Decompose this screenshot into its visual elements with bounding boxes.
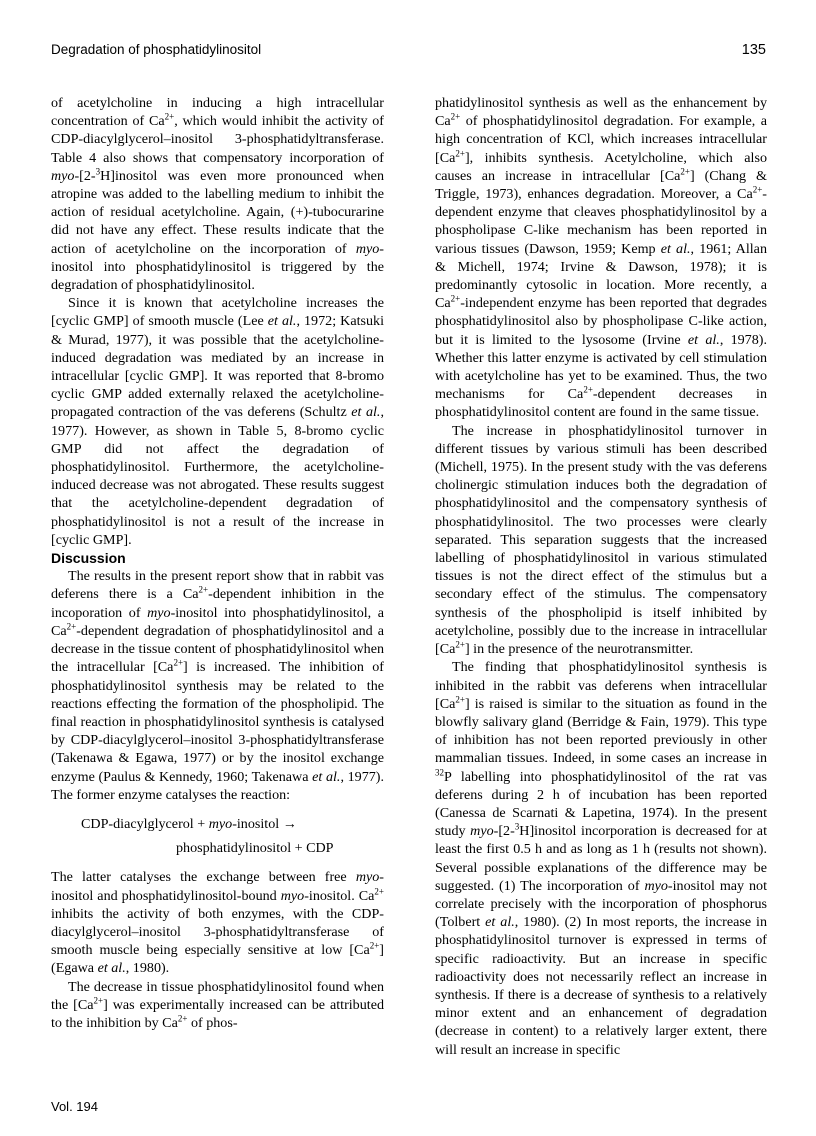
volume-footer: Vol. 194 bbox=[51, 1099, 98, 1114]
reaction-equation bbox=[51, 815, 384, 857]
paragraph: Since it is known that acetylcholine increases the [cyclic GMP] of smooth muscle (Lee et al., 1972; Katsuki & Murad, 1977), it was possible that the acetylcholine-induced degradation was mediated by an increase in intracellular [cyclic GMP]. It was reported that 8-bromo cyclic GMP added externally relaxed the acetylcholine-propagated contraction of the vas deferens (Schultz et al., 1977). However, as shown in Table 5, 8-bromo cyclic GMP did not affect the degradation of phosphatidylinositol. Furthermore, the acetylcholine-induced decrease was not abrogated. These results suggest that the acetylcholine-dependent degradation of phosphatidylinositol is not a result of the increase in [cyclic GMP]. bbox=[51, 295, 384, 548]
section-heading: Discussion bbox=[51, 550, 126, 567]
equation-line: phosphatidylinositol + CDP bbox=[176, 840, 334, 857]
page-header bbox=[51, 42, 766, 66]
running-head: Degradation of phosphatidylinositol bbox=[51, 42, 262, 57]
paragraph: of acetylcholine in inducing a high intracellular concentration of $Ca^{2+}$, which would inhibit the activity of CDP-diacylglycerol–inositol 3-phosphatidyltransferase. Table 4 also shows that compensatory incorporation of myo-[2-$^3$H]inositol was even more pronounced when atropine was added to the labelling medium to inhibit the action of residual acetylcholine. Again, (+)-tubocurarine did not have any effect. These results indicate that the action of acetylcholine on the incorporation of myo-inositol into phosphatidylinositol is triggered by the degradation of phosphatidylinositol. bbox=[51, 95, 385, 294]
paragraph: The finding that phosphatidylinositol synthesis is inhibited in the rabbit vas deferens when intracellular $[Ca^{2+}]$ is raised is similar to the situation as found in the blowfly salivary gland (Berridge & Fain, 1979). This type of inhibition has not been reported previously in other mammalian tissues. Indeed, in some cases an increase in $^{32}$P labelling into phosphatidylinositol of the rat vas deferens during 2 h of incubation has been reported (Canessa de Scarnati & Lapetina, 1974). In the present study myo-[2-$^3$H]inositol incorporation is decreased for at least the first 0.5 h and as long as 1 h (results not shown). Several possible explanations of the difference may be suggested. (1) The incorporation of myo-inositol may not correlate precisely with the incorporation of phosphorus (Tolbert et al., 1980). (2) In most reports, the increase in phosphatidylinositol turnover is expressed in terms of specific radioactivity. But an increase in specific radioactivity does not necessarily reflect an increase in synthesis. If there is a decrease of synthesis to a relatively minor extent and an enhancement of degradation (decrease in content) to a relatively larger extent, there will result an increase in specific bbox=[435, 659, 768, 1058]
page-number: 135 bbox=[741, 42, 766, 58]
paragraph: phatidylinositol synthesis as well as the enhancement by $Ca^{2+}$ of phosphatidylinositol degradation. For example, a high concentration of KCl, which increases intracellular $[Ca^{2+}]$, inhibits synthesis. Acetylcholine, which also causes an increase in intracellular $[Ca^{2+}]$ (Chang & Triggle, 1973), enhances degradation. Moreover, a $Ca^{2+}$-dependent enzyme that cleaves phosphatidylinositol by a phospholipase C-like mechanism has been reported in various tissues (Dawson, 1959; Kemp et al., 1961; Allan & Michell, 1974; Irvine & Dawson, 1978); it is predominantly cytosolic in location. More recently, a $Ca^{2+}$-independent enzyme has been reported that degrades phosphatidylinositol also by phospholipase C-like action, but it is limited to the lysosome (Irvine et al., 1978). Whether this latter enzyme is activated by cell stimulation with acetylcholine has yet to be examined. Thus, the two mechanisms for $Ca^{2+}$-dependent decreases in phosphatidylinositol content are found in the same tissue. bbox=[435, 95, 767, 421]
paragraph: The latter catalyses the exchange between free myo-inositol and phosphatidylinositol-bound myo-inositol. $Ca^{2+}$ inhibits the activity of both enzymes, with the CDP-diacylglycerol–inositol 3-phosphatidyltransferase of smooth muscle being especially sensitive at low $[Ca^{2+}]$ (Egawa et al., 1980). bbox=[51, 869, 384, 977]
equation-line: CDP-diacylglycerol + myo-inositol → bbox=[81, 815, 297, 832]
left-column bbox=[51, 94, 384, 1032]
right-column bbox=[435, 94, 767, 1059]
paragraph: The increase in phosphatidylinositol turnover in different tissues by various stimuli has been described (Michell, 1975). In the present study with the vas deferens cholinergic stimulation induces both the degradation of phosphatidylinositol and the compensatory synthesis of phosphatidylinositol. The two processes were clearly separated. This separation suggests that the increased labelling of phosphatidylinositol in various stimulated tissues is not the direct effect of the stimulus but a secondary effect of the stimulus. The compensatory synthesis of the phospholipid is itself inhibited by acetylcholine, possibly due to the increase in intracellular $[Ca^{2+}]$ in the presence of the neurotransmitter. bbox=[435, 422, 767, 658]
paragraph: The results in the present report show that in rabbit vas deferens there is a $Ca^{2+}$-dependent inhibition in the incoporation of myo-inositol into phosphatidylinositol, a $Ca^{2+}$-dependent degradation of phosphatidylinositol and a decrease in the tissue content of phosphatidylinositol when the intracellular $[Ca^{2+}]$ is increased. The inhibition of phosphatidylinositol synthesis may be related to the reactions effecting the formation of the phospholipid. The final reaction in phosphatidylinositol synthesis is catalysed by CDP-diacylglycerol–inositol 3-phosphatidyltransferase (Takenawa & Egawa, 1977) or by the inositol exchange enzyme (Paulus & Kennedy, 1960; Takenawa et al., 1977). The former enzyme catalyses the reaction: bbox=[51, 568, 384, 803]
paragraph: The decrease in tissue phosphatidylinositol found when the $[Ca^{2+}]$ was experimentally increased can be attributed to the inhibition by $Ca^{2+}$ of phos- bbox=[51, 978, 384, 1031]
